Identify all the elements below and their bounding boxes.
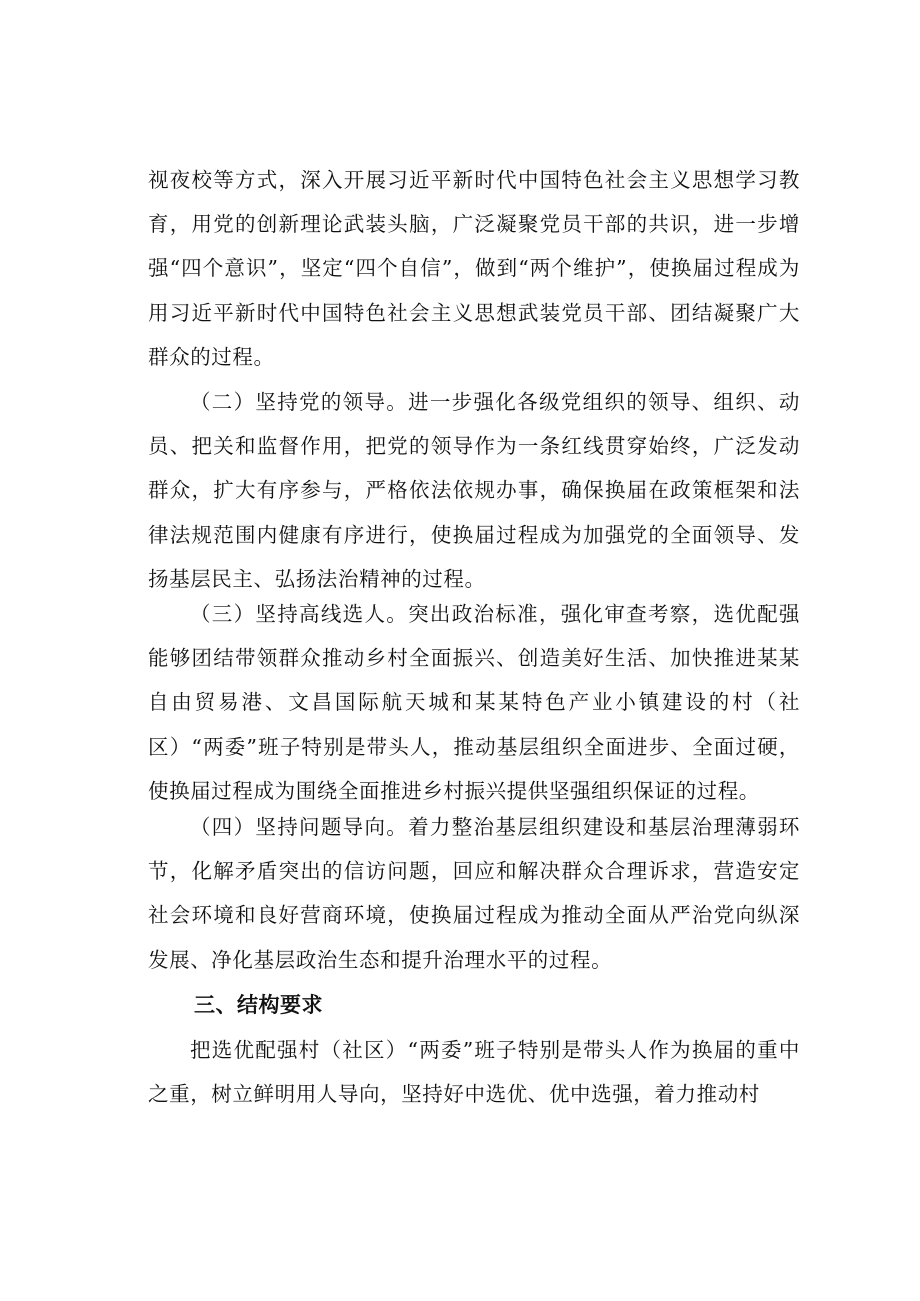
paragraph-party-leadership: （二）坚持党的领导。进一步强化各级党组织的领导、组织、动员、把关和监督作用，把党的领导作为一条红线贯穿始终，广泛发动群众，扩大有序参与，严格依法依规办事，确保换届在政策框架和法律法规范围内健康有序进行，使换届过程成为加强党的全面领导、发扬基层民主、弘扬法治精神的过程。: [148, 390, 800, 591]
paragraph-continuation: 视夜校等方式，深入开展习近平新时代中国特色社会主义思想学习教育，用党的创新理论武装头脑，广泛凝聚党员干部的共识，进一步增强“四个意识”，坚定“四个自信”，做到“两个维护”，使换届过程成为用习近平新时代中国特色社会主义思想武装党员干部、团结凝聚广大群众的过程。: [148, 168, 800, 369]
paragraph-high-standard-selection: （三）坚持高线选人。突出政治标准，强化审查考察，选优配强能够团结带领群众推动乡村全面振兴、创造美好生活、加快推进某某自由贸易港、文昌国际航天城和某某特色产业小镇建设的村（社区）“两委”班子特别是带头人，推动基层组织全面进步、全面过硬，使换届过程成为围绕全面推进乡村振兴提供坚强组织保证的过程。: [148, 602, 800, 803]
paragraph-problem-oriented: （四）坚持问题导向。着力整治基层组织建设和基层治理薄弱环节，化解矛盾突出的信访问题，回应和解决群众合理诉求，营造安定社会环境和良好营商环境，使换届过程成为推动全面从严治党向纵深发展、净化基层政治生态和提升治理水平的过程。: [148, 815, 800, 972]
paragraph-structure-requirements: 把选优配强村（社区）“两委”班子特别是带头人作为换届的重中之重，树立鲜明用人导向，坚持好中选优、优中选强，着力推动村: [148, 1038, 800, 1107]
section-heading-structure-requirements: 三、结构要求: [194, 993, 323, 1017]
